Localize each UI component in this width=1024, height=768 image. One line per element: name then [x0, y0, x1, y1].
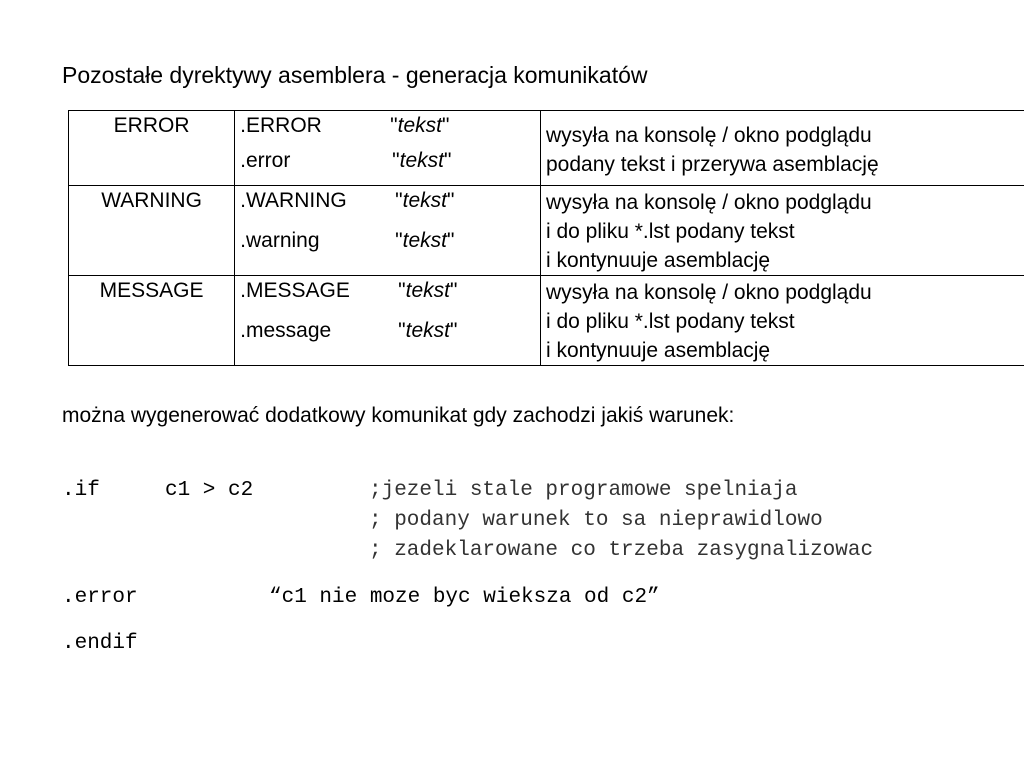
directive-name-cell [69, 111, 235, 186]
quote: " [390, 114, 398, 137]
syntax-line [240, 318, 540, 344]
directive-name: MESSAGE [99, 279, 204, 302]
description-line: podany tekst i przerywa asemblację [545, 153, 879, 176]
argument-placeholder: tekst [402, 189, 447, 212]
directive-name-cell [69, 186, 235, 276]
quote: " [446, 229, 455, 252]
table-row-message [69, 276, 1024, 366]
directive-description-cell [540, 186, 1024, 276]
directive-keyword: .message [240, 319, 332, 342]
code-if-keyword: .if [62, 479, 100, 502]
quote: " [392, 149, 400, 172]
argument-placeholder: tekst [397, 114, 442, 137]
quote: " [398, 279, 406, 302]
argument-placeholder: tekst [405, 319, 450, 342]
argument-placeholder: tekst [405, 279, 450, 302]
code-endif-keyword: .endif [62, 632, 138, 655]
quote: " [443, 149, 452, 172]
argument-placeholder: tekst [402, 229, 447, 252]
description-line: i kontynuuje asemblację [545, 339, 771, 362]
description-line: wysyła na konsolę / okno podglądu [545, 191, 872, 214]
table-row-error [69, 111, 1024, 186]
directive-syntax-cell [235, 186, 541, 276]
description-line: i kontynuuje asemblację [545, 249, 771, 272]
directive-keyword: .WARNING [240, 189, 347, 212]
directive-description [546, 186, 1024, 275]
directive-keyword: .error [240, 149, 291, 172]
code-condition: c1 > c2 [165, 479, 254, 502]
code-comment: ; podany warunek to sa nieprawidlowo [369, 509, 823, 532]
directive-syntax-cell [235, 276, 541, 366]
table-row-warning [69, 186, 1024, 276]
quote: " [446, 189, 455, 212]
code-error-message: “c1 nie moze byc wieksza od c2” [269, 586, 660, 609]
quote: " [441, 114, 450, 137]
syntax-line [240, 148, 540, 174]
intro-text: można wygenerować dodatkowy komunikat gdy zachodzi jakiś warunek: [62, 404, 735, 427]
quote: " [449, 319, 458, 342]
page-title: Pozostałe dyrektywy asemblera - generacja komunikatów [62, 62, 648, 88]
directive-description-cell [540, 276, 1024, 366]
directive-name-cell [69, 276, 235, 366]
description-line: i do pliku *.lst podany tekst [545, 310, 795, 333]
code-comment: ;jezeli stale programowe spelniaja [369, 479, 798, 502]
directive-description [546, 111, 1024, 179]
directive-keyword: .MESSAGE [240, 279, 350, 302]
code-comment: ; zadeklarowane co trzeba zasygnalizowac [369, 539, 874, 562]
quote: " [449, 279, 458, 302]
syntax-line [240, 228, 540, 254]
argument-placeholder: tekst [399, 149, 444, 172]
directive-name: WARNING [101, 189, 202, 212]
syntax-line [240, 276, 540, 304]
quote: " [395, 189, 403, 212]
directive-description-cell [540, 111, 1024, 186]
directive-description [546, 276, 1024, 365]
quote: " [398, 319, 406, 342]
directives-table [68, 110, 1024, 366]
directive-keyword: .ERROR [240, 114, 322, 137]
directive-name: ERROR [113, 114, 190, 137]
code-error-keyword: .error [62, 586, 138, 609]
description-line: wysyła na konsolę / okno podglądu [545, 281, 872, 304]
directive-keyword: .warning [240, 229, 320, 252]
description-line: wysyła na konsolę / okno podglądu [545, 124, 872, 147]
syntax-line [240, 186, 540, 214]
directive-syntax-cell [235, 111, 541, 186]
syntax-line [240, 111, 540, 139]
description-line: i do pliku *.lst podany tekst [545, 220, 795, 243]
quote: " [395, 229, 403, 252]
